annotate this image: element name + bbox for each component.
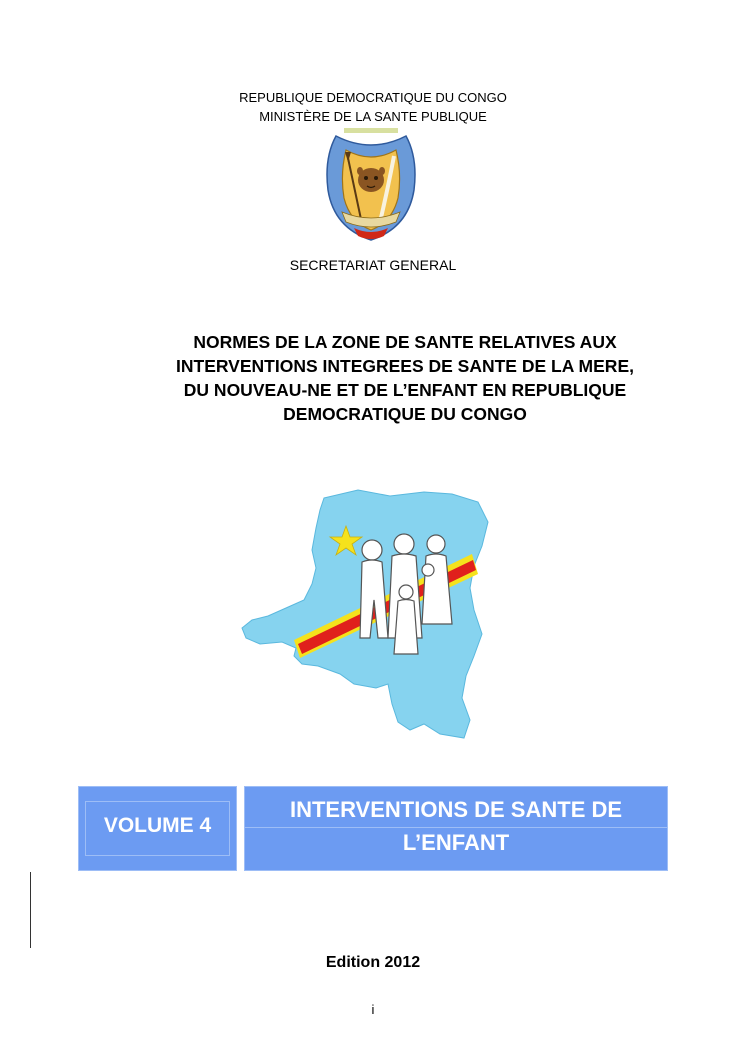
header-country: REPUBLIQUE DEMOCRATIQUE DU CONGO (239, 90, 507, 105)
title-line-2: INTERVENTIONS INTEGREES DE SANTE DE LA MERE, (176, 356, 634, 376)
margin-rule (30, 872, 31, 948)
drc-map-family-icon (238, 488, 508, 744)
page-number: i (371, 1002, 375, 1017)
document-title (100, 330, 710, 426)
intervention-line-2: L’ENFANT (402, 830, 510, 855)
secretariat-label: SECRETARIAT GENERAL (289, 257, 457, 273)
edition-label: Edition 2012 (325, 954, 421, 971)
volume-label: VOLUME 4 (103, 814, 212, 837)
intervention-divider (245, 827, 667, 828)
volume-box (78, 786, 237, 871)
intervention-line-1: INTERVENTIONS DE SANTE DE (289, 797, 623, 822)
title-line-3: DU NOUVEAU-NE ET DE L’ENFANT EN REPUBLIQUE (183, 380, 627, 400)
title-line-4: DEMOCRATIQUE DU CONGO (283, 404, 527, 424)
coat-of-arms-icon (318, 128, 424, 244)
intervention-box (244, 786, 668, 871)
header-ministry: MINISTÈRE DE LA SANTE PUBLIQUE (259, 109, 487, 124)
title-line-1: NORMES DE LA ZONE DE SANTE RELATIVES AUX (193, 332, 617, 352)
